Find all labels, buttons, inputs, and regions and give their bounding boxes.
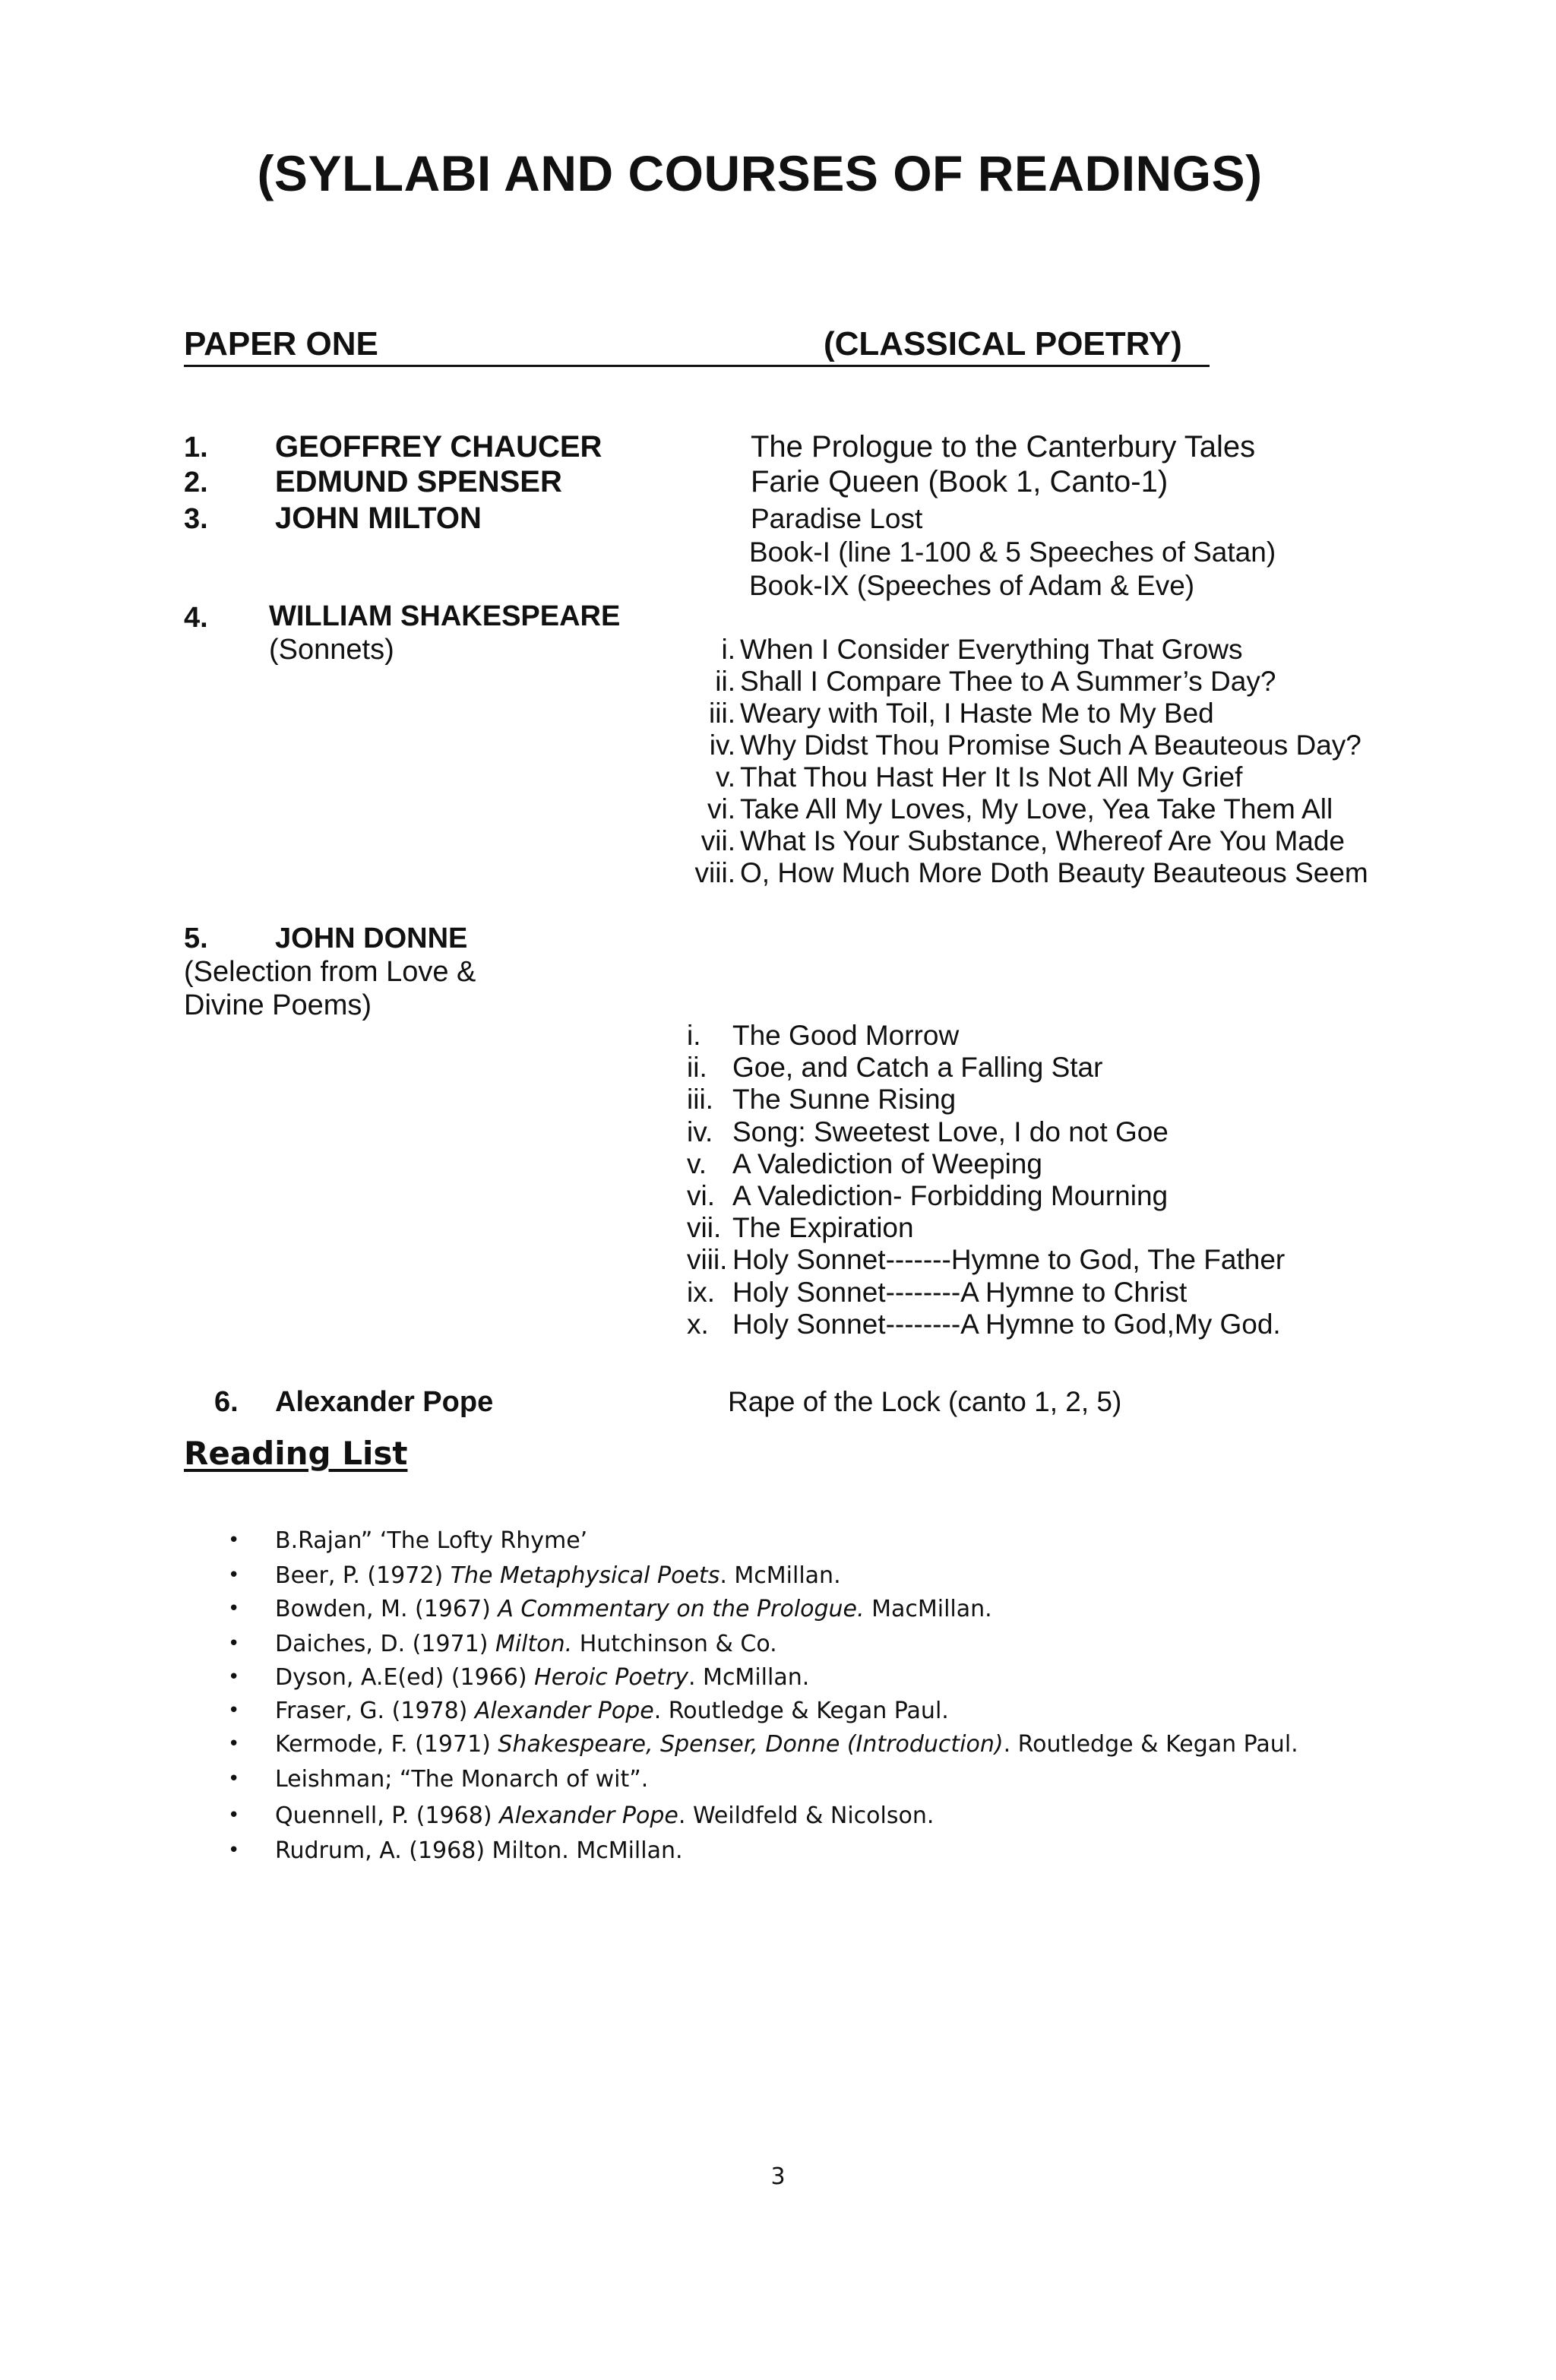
milton-book-line: Book-IX (Speeches of Adam & Eve) [749, 570, 1195, 601]
reading-list-item [275, 1596, 992, 1622]
milton-book-line: Book-I (line 1-100 & 5 Speeches of Satan) [749, 536, 1276, 568]
sonnet-title: Weary with Toil, I Haste Me to My Bed [740, 698, 1214, 729]
poem-numeral: iv. [687, 1116, 713, 1147]
poem-title: Holy Sonnet--------A Hymne to Christ [732, 1277, 1188, 1308]
sonnet-title: What Is Your Substance, Whereof Are You Made [740, 825, 1346, 856]
sonnet-title: O, How Much More Doth Beauty Beauteous Seem [740, 857, 1368, 888]
reading-list-item [275, 1562, 841, 1589]
sonnet-numeral: viii. [694, 857, 735, 888]
author-name: JOHN MILTON [275, 502, 482, 535]
reference-text: Dyson, A.E(ed) (1966) [275, 1664, 535, 1691]
bullet-icon: • [228, 1666, 240, 1688]
poem-title: The Expiration [732, 1212, 914, 1243]
reference-publisher: . Weildfeld & Nicolson. [678, 1802, 935, 1829]
reference-title: The Metaphysical Poets [450, 1562, 720, 1589]
reading-list-item [275, 1731, 1298, 1758]
sonnet-title: Shall I Compare Thee to A Summer’s Day? [740, 666, 1276, 697]
author-name: JOHN DONNE [275, 923, 468, 954]
author-work: Farie Queen (Book 1, Canto-1) [751, 465, 1169, 498]
sonnet-title: Why Didst Thou Promise Such A Beauteous Day? [740, 730, 1362, 761]
bullet-icon: • [228, 1768, 240, 1790]
reference-publisher: Hutchinson & Co. [572, 1631, 777, 1657]
bullet-icon: • [228, 1597, 240, 1620]
author-name: Alexander Pope [275, 1386, 494, 1418]
author-note: Divine Poems) [184, 989, 372, 1021]
reading-list-item [275, 1802, 934, 1829]
bullet-icon: • [228, 1804, 240, 1827]
poem-title: A Valediction- Forbidding Mourning [732, 1180, 1169, 1211]
paper-label: PAPER ONE [184, 325, 378, 362]
poem-title: Holy Sonnet-------Hymne to God, The Father [732, 1244, 1286, 1275]
author-name: GEOFFREY CHAUCER [275, 430, 602, 464]
sonnet-numeral: v. [715, 761, 735, 793]
author-number: 3. [184, 503, 208, 535]
reading-list-item [275, 1527, 587, 1554]
sonnet-numeral: i. [721, 634, 735, 665]
page-number: 3 [770, 2163, 786, 2190]
poem-title: The Good Morrow [732, 1020, 960, 1051]
bullet-icon: • [228, 1733, 240, 1755]
reference-text: Quennell, P. (1968) [275, 1802, 500, 1829]
poem-numeral: v. [687, 1148, 707, 1179]
reference-title: Alexander Pope [474, 1698, 654, 1724]
author-number: 5. [184, 923, 208, 954]
poem-numeral: x. [687, 1309, 709, 1340]
author-name: EDMUND SPENSER [275, 465, 562, 498]
reference-publisher: . McMillan. [688, 1664, 810, 1691]
reading-list-item [275, 1631, 777, 1657]
reference-publisher: . McMillan. [719, 1562, 841, 1589]
author-note: (Sonnets) [269, 634, 394, 666]
sonnet-numeral: iii. [709, 698, 735, 729]
reading-list-item [275, 1664, 809, 1691]
paper-subject: (CLASSICAL POETRY) [824, 325, 1182, 362]
page-title: (SYLLABI AND COURSES OF READINGS) [257, 145, 1263, 201]
poem-title: Holy Sonnet--------A Hymne to God,My God. [732, 1309, 1281, 1340]
reference-text: Bowden, M. (1967) [275, 1596, 498, 1622]
bullet-icon: • [228, 1632, 240, 1655]
author-work: The Prologue to the Canterbury Tales [751, 430, 1256, 464]
sonnet-numeral: iv. [709, 730, 735, 761]
author-note: (Selection from Love & [184, 956, 476, 988]
reference-title: Heroic Poetry [534, 1664, 688, 1691]
reference-text: Rudrum, A. (1968) Milton. McMillan. [275, 1837, 683, 1864]
poem-numeral: ii. [687, 1052, 707, 1083]
bullet-icon: • [228, 1699, 240, 1722]
author-number: 2. [184, 467, 208, 498]
sonnet-numeral: vii. [701, 825, 735, 856]
reference-publisher: . Routledge & Kegan Paul. [1003, 1731, 1298, 1758]
poem-numeral: viii. [687, 1244, 728, 1275]
poem-numeral: vii. [687, 1212, 722, 1243]
poem-numeral: vi. [687, 1180, 715, 1211]
poem-title: The Sunne Rising [732, 1084, 957, 1115]
reference-text: Daiches, D. (1971) [275, 1631, 495, 1657]
sonnet-title: When I Consider Everything That Grows [740, 634, 1243, 665]
reference-text: Leishman; “The Monarch of wit”. [275, 1766, 649, 1793]
reference-text: Fraser, G. (1978) [275, 1698, 475, 1724]
poem-title: A Valediction of Weeping [732, 1148, 1042, 1179]
reading-list-item [275, 1698, 949, 1724]
reference-text: Kermode, F. (1971) [275, 1731, 498, 1758]
reference-publisher: MacMillan. [864, 1596, 992, 1622]
reading-list-item [275, 1766, 648, 1793]
poem-numeral: ix. [687, 1277, 715, 1308]
reference-text: Beer, P. (1972) [275, 1562, 451, 1589]
sonnet-numeral: vi. [707, 793, 735, 824]
author-number: 1. [184, 432, 208, 464]
author-number: 6. [214, 1386, 239, 1418]
sonnet-numeral: ii. [715, 666, 735, 697]
poem-title: Song: Sweetest Love, I do not Goe [732, 1116, 1169, 1147]
reference-title: Milton. [495, 1631, 573, 1657]
author-work: Paradise Lost [751, 503, 923, 534]
poem-title: Goe, and Catch a Falling Star [732, 1052, 1103, 1083]
author-work: Rape of the Lock (canto 1, 2, 5) [728, 1386, 1122, 1417]
poem-numeral: i. [687, 1020, 701, 1051]
reference-title: A Commentary on the Prologue. [498, 1596, 865, 1622]
bullet-icon: • [228, 1839, 240, 1862]
reference-title: Alexander Pope [499, 1802, 678, 1829]
author-name: WILLIAM SHAKESPEARE [269, 600, 621, 632]
bullet-icon: • [228, 1564, 240, 1587]
sonnet-title: That Thou Hast Her It Is Not All My Grief [740, 761, 1243, 793]
reading-list-item [275, 1837, 683, 1864]
reference-text: B.Rajan” ‘The Lofty Rhyme’ [275, 1527, 588, 1554]
paper-heading [184, 325, 1210, 367]
reference-publisher: . Routledge & Kegan Paul. [653, 1698, 949, 1724]
sonnet-title: Take All My Loves, My Love, Yea Take Them All [740, 793, 1333, 824]
poem-numeral: iii. [687, 1084, 713, 1115]
reference-title: Shakespeare, Spenser, Donne (Introduction) [498, 1731, 1004, 1758]
reading-list-heading: Reading List [184, 1435, 408, 1472]
bullet-icon: • [228, 1529, 240, 1552]
author-number: 4. [184, 602, 208, 634]
